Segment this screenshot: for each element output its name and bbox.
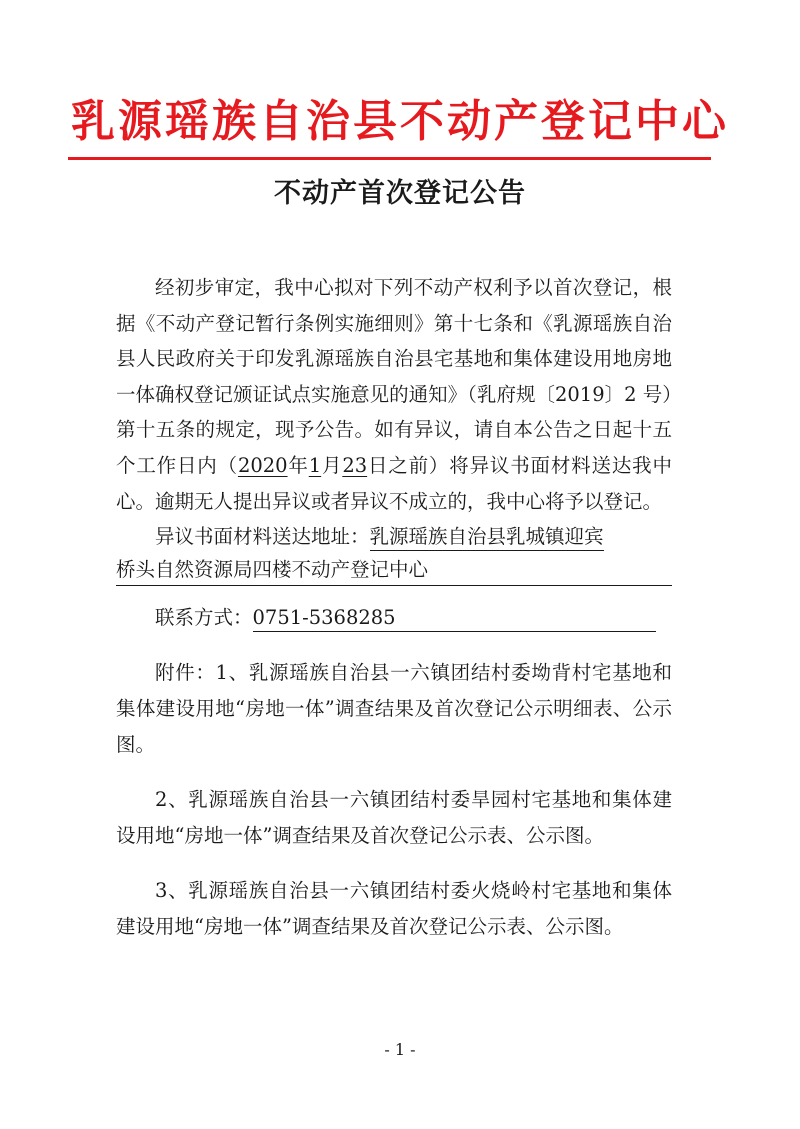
deadline-month: 1	[308, 453, 322, 477]
contact-phone: 0751-5368285	[253, 605, 656, 632]
deadline-year: 2020	[237, 453, 288, 477]
attachment-item-3: 3、乳源瑶族自治县一六镇团结村委火烧岭村宅基地和集体建设用地“房地一体”调查结果及首次登记公示表、公示图。	[116, 879, 672, 938]
deadline-day: 23	[342, 453, 368, 477]
attachment-item-2: 2、乳源瑶族自治县一六镇团结村委旱园村宅基地和集体建设用地“房地一体”调查结果及首次登记公示表、公示图。	[116, 788, 672, 847]
contact-block	[116, 600, 672, 636]
contact-label: 联系方式：	[155, 605, 253, 629]
main-paragraph-part1: 经初步审定，我中心拟对下列不动产权利予以首次登记，根据《不动产登记暂行条例实施细则》第十七条和《乳源瑶族自治县人民政府关于印发乳源瑶族自治县宅基地和集体建设用地房地一体确权登记颁证试点实施意见的通知》（乳府规〔2019〕2 号）第十五条的规定，现予公告。如有异议，请自本公告之日起十五个工作日内（	[116, 276, 672, 477]
main-paragraph	[116, 270, 672, 519]
main-paragraph-part2: 日之前）将异议书面材料送达我中心。逾期无人提出异议或者异议不成立的，我中心将予以登记。	[116, 453, 672, 513]
address-line-2: 桥头自然资源局四楼不动产登记中心	[116, 555, 672, 586]
red-header-rule	[68, 157, 711, 160]
attachment-item-1: 附件：1、乳源瑶族自治县一六镇团结村委坳背村宅基地和集体建设用地“房地一体”调查结果及首次登记公示明细表、公示图。	[116, 661, 672, 756]
announcement-body	[116, 270, 672, 945]
address-block	[116, 519, 672, 586]
org-name-header: 乳源瑶族自治县不动产登记中心	[71, 96, 729, 147]
year-unit: 年	[287, 453, 309, 477]
address-line-1: 乳源瑶族自治县乳城镇迎宾	[370, 524, 604, 551]
page-number: - 1 -	[384, 1040, 416, 1059]
address-label: 异议书面材料送达地址：	[155, 525, 370, 549]
document-title: 不动产首次登记公告	[274, 178, 526, 209]
month-unit: 月	[321, 453, 343, 477]
